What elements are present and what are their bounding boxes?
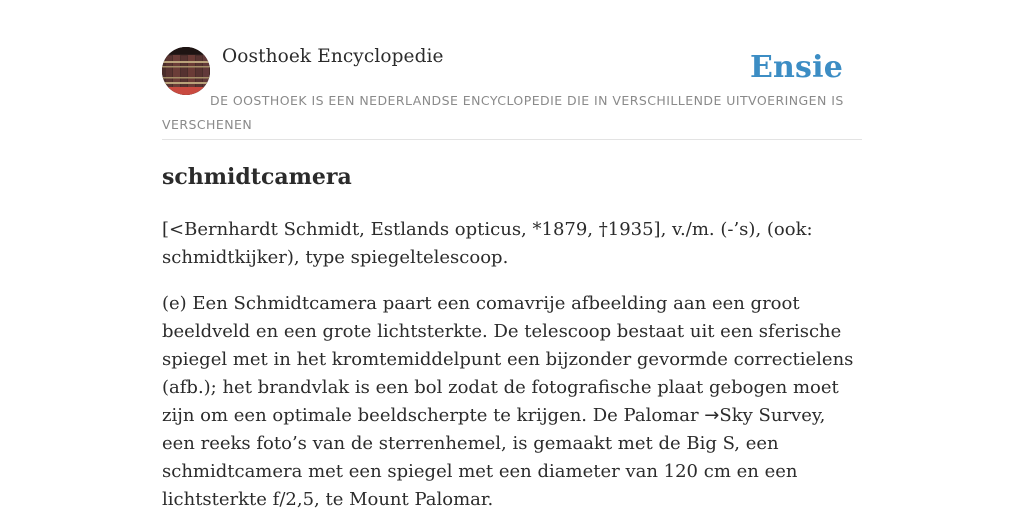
book-spines-icon[interactable]: [162, 47, 210, 95]
arrow-right-icon: →: [704, 405, 720, 426]
page: [162, 0, 862, 512]
source-header: [162, 0, 862, 140]
source-name[interactable]: Oosthoek Encyclopedie: [222, 46, 444, 67]
description-text-before: (e) Een Schmidtcamera paart een comavrije afbeelding aan een groot beeldveld en een grote lichtsterkte. De telescoop bestaat uit een sferische spiegel met in het kromtemiddelpunt een bijzonder gevormde correctielens (afb.); het brandvlak is een bol zodat de fotografische plaat gebogen moet zijn om een optimale beeldscherpte te krijgen. De Palomar: [162, 293, 854, 426]
source-tagline: DE OOSTHOEK IS EEN NEDERLANDSE ENCYCLOPEDIE DIE IN VERSCHILLENDE UITVOERINGEN IS VERSCHENEN: [162, 93, 844, 132]
xref-link-label: Sky Survey: [719, 405, 820, 426]
xref-link-sky-survey[interactable]: [704, 405, 819, 426]
entry-content: [162, 216, 862, 512]
entry-etymology: [<Bernhardt Schmidt, Estlands opticus, *1879, †1935], v./m. (-’s), (ook: schmidtkijker), type spiegeltelescoop.: [162, 219, 813, 268]
site-logo[interactable]: Ensie: [749, 50, 843, 85]
description-text-after: , een reeks foto’s van de sterrenhemel, is gemaakt met de Big S, een schmidtcamera met een spiegel met een diameter van 120 cm en een lichtsterkte f/2,5, te Mount Palomar.: [162, 405, 826, 510]
entry-title: schmidtcamera: [162, 164, 352, 190]
entry-description: [162, 290, 862, 512]
